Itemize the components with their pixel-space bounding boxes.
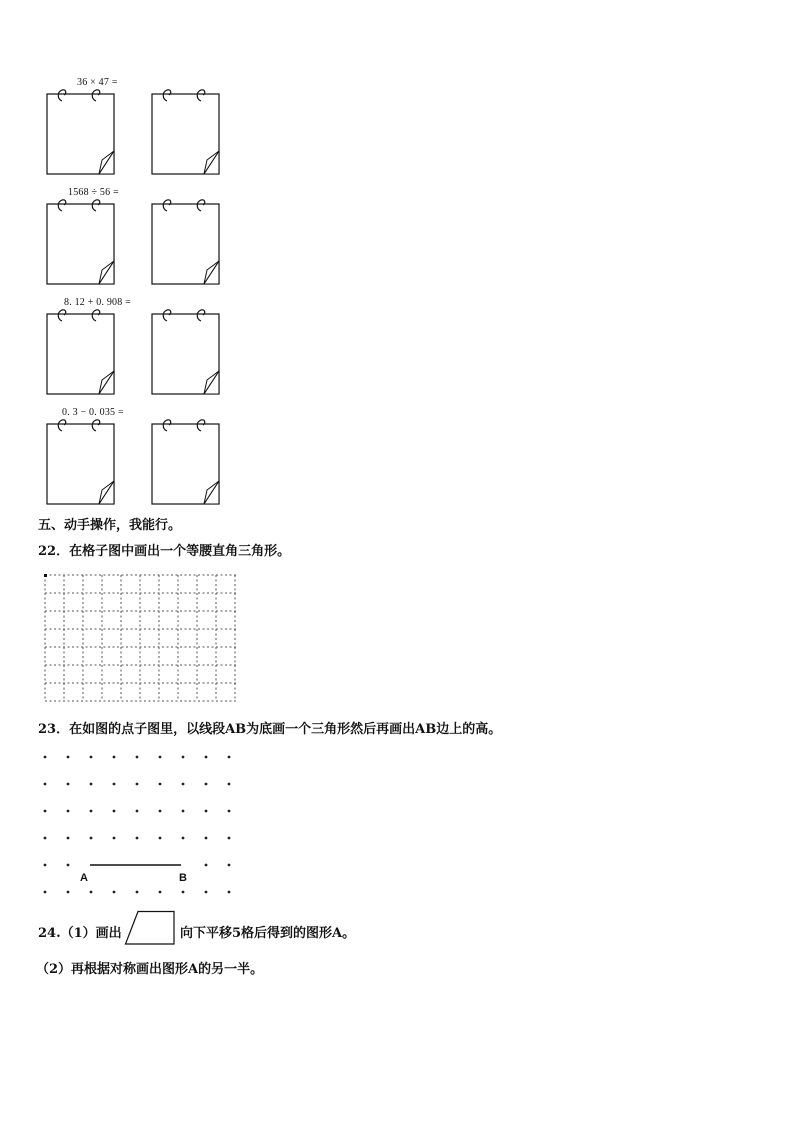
notepad-icon <box>45 417 117 507</box>
calc-expression: 0. 3 − 0. 035 = <box>62 407 124 418</box>
notepad-icon <box>150 197 222 287</box>
dot-grid <box>40 752 240 898</box>
question-23-text: 23．在如图的点子图里，以线段AB为底画一个三角形然后再画出AB边上的高。 <box>38 722 502 737</box>
question-24-part1-start: 24.（1）画出 <box>38 926 122 941</box>
notepad-icon <box>150 417 222 507</box>
section-title: 五、动手操作，我能行。 <box>38 518 182 533</box>
parallelogram-shape <box>124 910 176 946</box>
notepad-icon <box>45 87 117 177</box>
notepad-icon <box>150 307 222 397</box>
calc-expression: 36 × 47 = <box>77 77 118 88</box>
notepad-icon <box>45 307 117 397</box>
point-b-label: B <box>179 872 187 884</box>
calc-expression: 8. 12 + 0. 908 = <box>64 297 131 308</box>
question-24-part1-end: 向下平移5格后得到的图形A。 <box>180 926 356 941</box>
notepad-icon <box>150 87 222 177</box>
notepad-icon <box>45 197 117 287</box>
question-24-part2: （2）再根据对称画出图形A的另一半。 <box>36 962 264 977</box>
square-grid <box>44 574 238 705</box>
question-22-text: 22．在格子图中画出一个等腰直角三角形。 <box>38 544 291 559</box>
calc-expression: 1568 ÷ 56 = <box>68 187 119 198</box>
point-a-label: A <box>80 872 88 884</box>
